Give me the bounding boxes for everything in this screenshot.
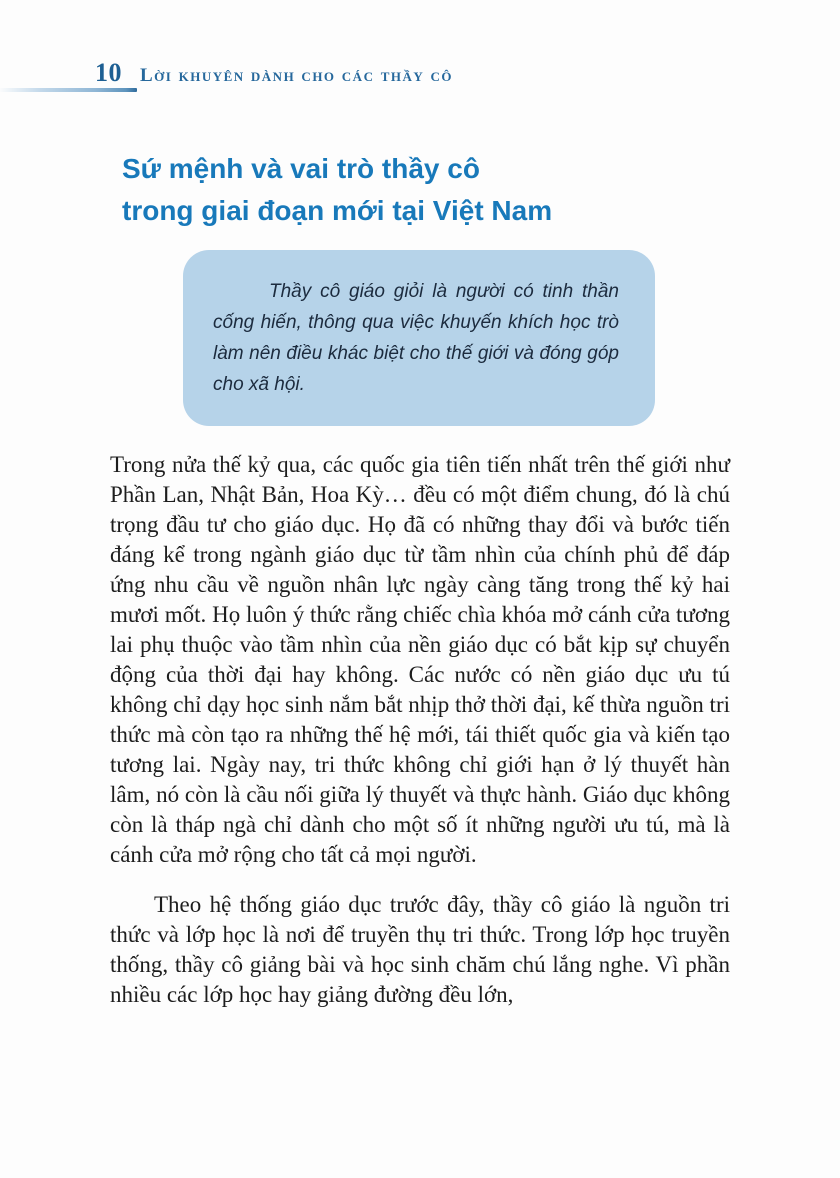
running-title: Lời khuyên dành cho các thầy cô	[140, 65, 454, 86]
quote-text: Thầy cô giáo giỏi là người có tinh thần cống hiến, thông qua việc khuyến khích học trò làm nên điều khác biệt cho thế giới và đóng góp cho xã hội.	[213, 281, 619, 395]
chapter-title-line-2: trong giai đoạn mới tại Việt Nam	[122, 195, 553, 226]
body-text	[110, 450, 730, 1010]
page-header	[95, 58, 453, 88]
chapter-title-line-1: Sứ mệnh và vai trò thầy cô	[122, 153, 480, 184]
quote-callout-box	[183, 250, 655, 426]
chapter-title	[122, 148, 552, 232]
body-paragraph: Theo hệ thống giáo dục trước đây, thầy cô giáo là nguồn tri thức và lớp học là nơi để truyền thụ tri thức. Trong lớp học truyền thống, thầy cô giảng bài và học sinh chăm chú lắng nghe. Vì phần nhiều các lớp học hay giảng đường đều lớn,	[110, 892, 730, 1007]
body-paragraph: Trong nửa thế kỷ qua, các quốc gia tiên tiến nhất trên thế giới như Phần Lan, Nhật Bản, Hoa Kỳ… đều có một điểm chung, đó là chú trọng đầu tư cho giáo dục. Họ đã có những thay đổi và bước tiến đáng kể trong ngành giáo dục từ tầm nhìn của chính phủ để đáp ứng nhu cầu về nguồn nhân lực ngày càng tăng trong thế kỷ hai mươi mốt. Họ luôn ý thức rằng chiếc chìa khóa mở cánh cửa tương lai phụ thuộc vào tầm nhìn của nền giáo dục có bắt kịp sự chuyển động của thời đại hay không. Các nước có nền giáo dục ưu tú không chỉ dạy học sinh nắm bắt nhịp thở thời đại, kế thừa nguồn tri thức mà còn tạo ra những thế hệ mới, tái thiết quốc gia và kiến tạo tương lai. Ngày nay, tri thức không chỉ giới hạn ở lý thuyết hàn lâm, nó còn là cầu nối giữa lý thuyết và thực hành. Giáo dục không còn là tháp ngà chỉ dành cho một số ít những người ưu tú, mà là cánh cửa mở rộng cho tất cả mọi người.	[110, 452, 731, 867]
header-rule-divider	[0, 88, 137, 92]
page-number: 10	[95, 58, 122, 87]
